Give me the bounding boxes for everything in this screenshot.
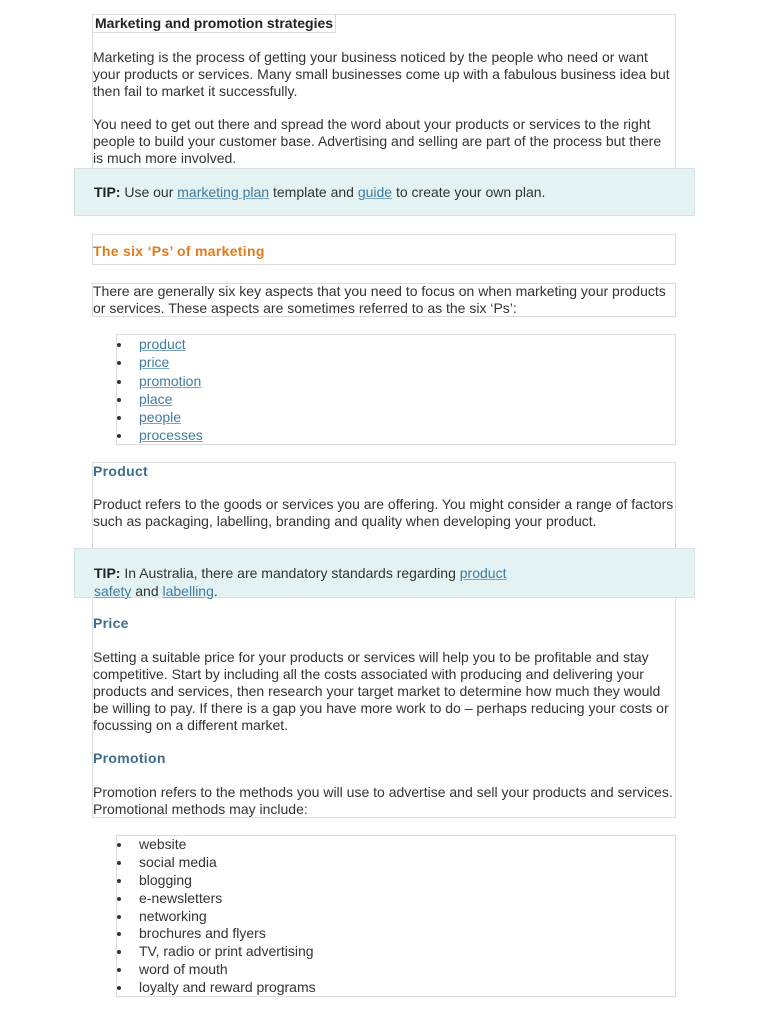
tip-text: template and xyxy=(269,184,358,200)
product-safety-link[interactable]: safety xyxy=(94,583,132,599)
tip-box-marketing-plan xyxy=(74,168,695,216)
list-item xyxy=(116,408,203,426)
list-item: e-newsletters xyxy=(116,889,316,907)
tip-text: . xyxy=(213,583,218,599)
tip-box-standards xyxy=(74,548,695,598)
price-text: Setting a suitable price for your products or services will help you to be profitable and stay competitive. Start by including all the costs associated with producing and delivering your products and services, then research your target market to determine how much they would be willing to pay. If there is a gap you have more work to do – perhaps reducing your costs or focussing on a different market. xyxy=(93,649,669,733)
six-ps-intro: There are generally six key aspects that you need to focus on when marketing your products or services. These aspects are sometimes referred to as the six ‘Ps’: xyxy=(93,283,666,316)
list-item xyxy=(116,353,203,371)
list-item: loyalty and reward programs xyxy=(116,978,316,996)
intro-paragraph-1: Marketing is the process of getting your business noticed by the people who need or want your products or services. Many small businesses come up with a fabulous business idea but then fail to market it successfully. xyxy=(93,49,670,99)
product-text: Product refers to the goods or services you are offering. You might consider a range of factors such as packaging, labelling, branding and quality when developing your product. xyxy=(93,496,674,529)
product-heading: Product xyxy=(93,463,148,479)
six-ps-heading: The six ‘Ps’ of marketing xyxy=(93,243,265,259)
marketing-plan-link[interactable]: marketing plan xyxy=(177,184,270,200)
list-item: social media xyxy=(116,853,316,871)
price-heading: Price xyxy=(93,615,129,631)
tip-label: TIP: xyxy=(94,565,121,581)
people-link[interactable]: people xyxy=(139,409,182,426)
tip-text: to create your own plan. xyxy=(392,184,546,200)
price-link[interactable]: price xyxy=(139,354,170,371)
list-item: word of mouth xyxy=(116,960,316,978)
list-item: TV, radio or print advertising xyxy=(116,942,316,960)
tip-label: TIP: xyxy=(94,184,121,200)
guide-link[interactable]: guide xyxy=(357,184,393,200)
place-link[interactable]: place xyxy=(139,390,173,407)
product-safety-link[interactable]: product xyxy=(459,565,507,581)
tip-text: In Australia, there are mandatory standards regarding xyxy=(120,565,460,581)
list-item: brochures and flyers xyxy=(116,924,316,942)
promotion-text: Promotion refers to the methods you will use to advertise and sell your products and services. Promotional methods may include: xyxy=(93,784,673,817)
promotion-methods-list xyxy=(116,835,316,996)
labelling-link[interactable]: labelling xyxy=(162,583,214,599)
list-item: blogging xyxy=(116,871,316,889)
list-item: networking xyxy=(116,907,316,925)
tip-text: and xyxy=(131,583,163,599)
six-ps-list xyxy=(116,335,203,445)
intro-paragraph-2: You need to get out there and spread the word about your products or services to the right people to build your customer base. Advertising and selling are part of the process but there is much more involved. xyxy=(93,116,662,166)
tip-text: Use our xyxy=(120,184,178,200)
processes-link[interactable]: processes xyxy=(139,427,203,444)
promotion-link[interactable]: promotion xyxy=(139,372,202,389)
promotion-heading: Promotion xyxy=(93,750,166,766)
page-title: Marketing and promotion strategies xyxy=(92,14,336,33)
list-item: website xyxy=(116,835,316,853)
list-item xyxy=(116,335,203,353)
product-link[interactable]: product xyxy=(139,336,186,352)
list-item xyxy=(116,390,203,408)
list-item xyxy=(116,426,203,444)
list-item xyxy=(116,372,203,390)
